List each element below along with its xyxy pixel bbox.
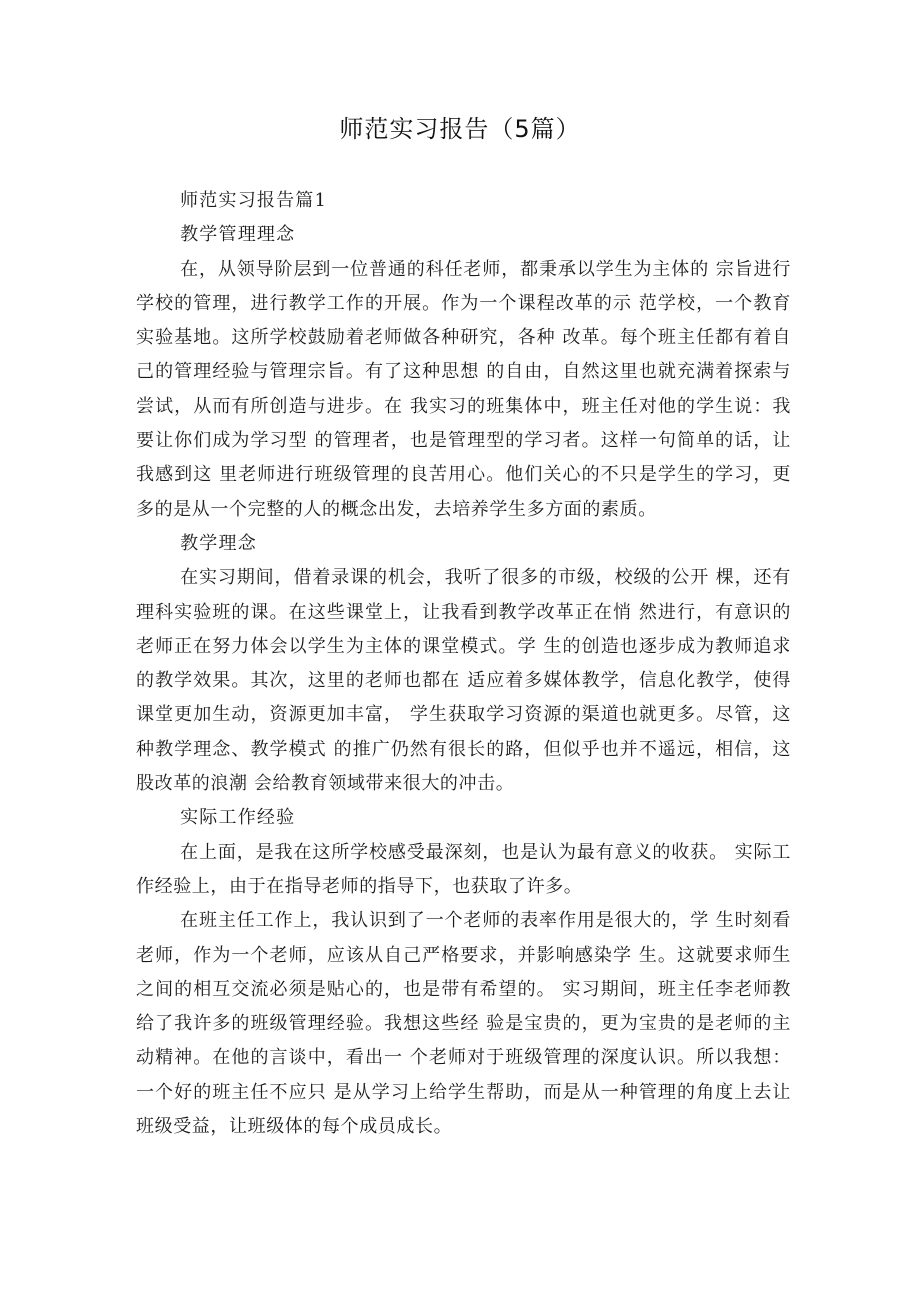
document-body: [136, 184, 791, 1144]
section-heading: 教学管理理念: [180, 224, 296, 246]
body-paragraph: 在班主任工作上，我认识到了一个老师的表率作用是很大的，学 生时刻看老师，作为一个老师，应该从自己严格要求，并影响感染学 生。这就要求师生之间的相互交流必须是贴心的，也是带有希望的。 实习期间，班主任李老师教给了我许多的班级管理经验。我想这些经 验是宝贵的，更为宝贵的是老师的主动精神。在他的言谈中，看出一 个老师对于班级管理的深度认识。所以我想：一个好的班主任不应只 是从学习上给学生帮助，而是从一种管理的角度上去让班级受益，让班级体的每个成员成长。: [136, 910, 791, 1138]
document-title: 师范实习报告（5篇）: [339, 115, 581, 143]
body-paragraph: 在，从领导阶层到一位普通的科任老师，都秉承以学生为主体的 宗旨进行学校的管理，进行教学工作的开展。作为一个课程改革的示 范学校，一个教育实验基地。这所学校鼓励着老师做各种研究，各种 改革。每个班主任都有着自己的管理经验与管理宗旨。有了这种思想 的自由，自然这里也就充满着探索与尝试，从而有所创造与进步。在 我实习的班集体中，班主任对他的学生说：我要让你们成为学习型 的管理者，也是管理型的学习者。这样一句简单的话，让我感到这 里老师进行班级管理的良苦用心。他们关心的不只是学生的学习，更 多的是从一个完整的人的概念出发，去培养学生多方面的素质。: [136, 258, 791, 520]
section-heading: 实际工作经验: [180, 807, 296, 829]
section-heading: 教学理念: [180, 532, 257, 554]
section-heading: 师范实习报告篇1: [180, 190, 328, 211]
body-paragraph: 在实习期间，借着录课的机会，我听了很多的市级，校级的公开 棵，还有理科实验班的课。在这些课堂上，让我看到教学改革正在悄 然进行，有意识的老师正在努力体会以学生为主体的课堂模式。学 生的创造也逐步成为教师追求的教学效果。其次，这里的老师也都在 适应着多媒体教学，信息化教学，使得课堂更加生动，资源更加丰富， 学生获取学习资源的渠道也就更多。尽管，这种教学理念、教学模式 的推广仍然有很长的路，但似乎也并不遥远，相信，这股改革的浪潮 会给教育领域带来很大的冲击。: [136, 567, 791, 795]
body-paragraph: 在上面，是我在这所学校感受最深刻，也是认为最有意义的收获。 实际工作经验上，由于在指导老师的指导下，也获取了许多。: [136, 841, 791, 897]
